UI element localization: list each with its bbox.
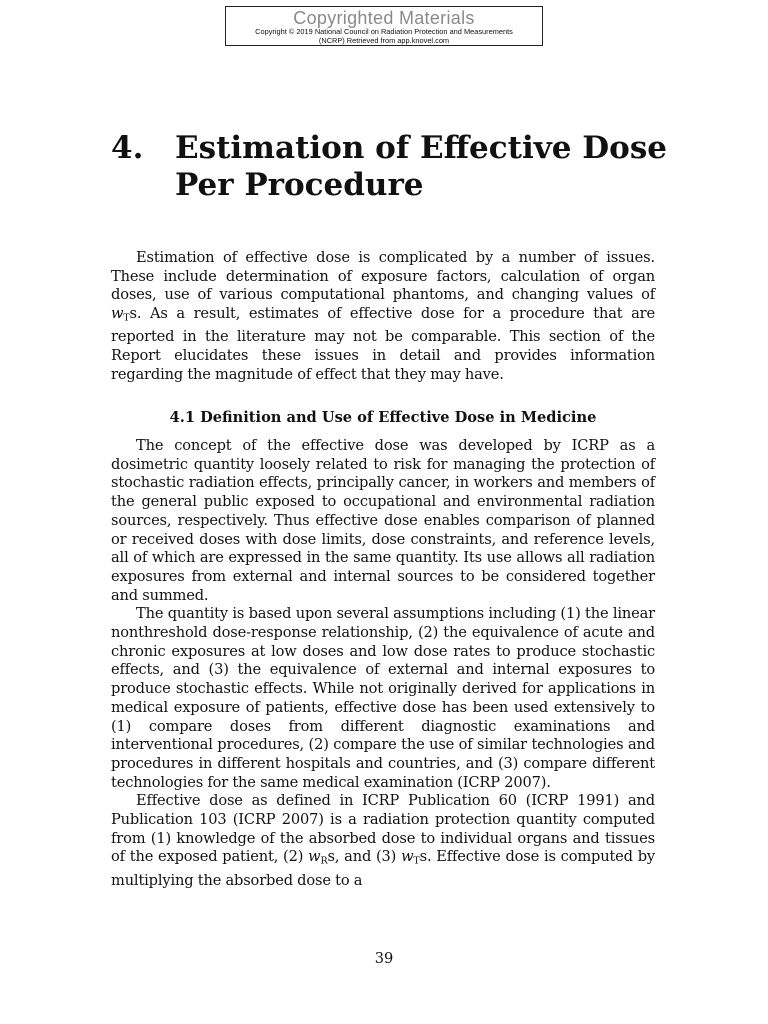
intro-text <box>111 249 655 384</box>
subscript-r: R <box>320 855 328 867</box>
watermark-source-line: (NCRP) Retrieved from app.knovel.com <box>318 35 450 45</box>
subscript-t: T <box>413 855 420 867</box>
section-paragraph-3 <box>111 792 655 890</box>
watermark-title: Copyrighted Materials <box>293 8 475 28</box>
section-paragraph-1: The concept of the effective dose was developed by ICRP as a dosimetric quantity loosely related to risk for managing the protection of stochastic radiation effects, principally cancer, in workers and members of the general public exposed to occupational and environmental radiation sources, respectively. Thus effective dose enables comparison of planned or received doses with dose limits, dose constraints, and reference levels, all of which are expressed in the same quantity. Its use allows all radiation exposures from external and internal sources to be considered together and summed. <box>111 437 655 604</box>
intro-paragraph <box>111 249 655 384</box>
variable-w: w <box>401 848 414 866</box>
watermark-copyright-line: Copyright © 2019 National Council on Radiation Protection and Measurements <box>255 27 513 36</box>
variable-w: w <box>111 305 124 323</box>
subscript-t: T <box>123 312 130 324</box>
variable-w: w <box>308 848 321 866</box>
paragraph-text-part: s. Effective dose is computed by multiplying the absorbed dose to a <box>111 848 655 889</box>
section-paragraph-2: The quantity is based upon several assumptions including (1) the linear nonthreshold dose-response relationship, (2) the equivalence of acute and chronic exposures at low doses and low dose rates to produce stochastic effects, and (3) the equivalence of external and internal exposures to produce stochastic effects. While not originally derived for applications in medical exposure of patients, effective dose has been used extensively to (1) compare doses from different diagnostic examinations and interventional procedures, (2) compare the use of similar technologies and procedures in different hospitals and countries, and (3) compare different technologies for the same medical examination (ICRP 2007). <box>111 605 655 791</box>
chapter-number: 4. <box>111 130 144 166</box>
section-body <box>111 437 655 890</box>
chapter-title-text: Estimation of Effective Dose Per Procedure <box>175 130 668 203</box>
intro-text-part: Estimation of effective dose is complicated by a number of issues. These include determination of exposure factors, calculation of organ doses, use of various computational phantoms, and changing values of <box>111 249 655 304</box>
intro-text-part: s. As a result, estimates of effective dose for a procedure that are reported in the literature may not be comparable. This section of the Report elucidates these issues in detail and provides information regarding the magnitude of effect that they may have. <box>111 305 655 383</box>
paragraph-text-part: s, and (3) <box>327 848 402 866</box>
copyright-watermark <box>225 6 543 46</box>
paragraph-text-part: Effective dose as defined in ICRP Publication 60 (ICRP 1991) and Publication 103 (ICRP 2007) is a radiation protection quantity computed from (1) knowledge of the absorbed dose to individual organs and tissues of the exposed patient, (2) <box>111 792 655 866</box>
page-number: 39 <box>374 950 394 967</box>
chapter-title <box>111 130 671 204</box>
section-heading: 4.1 Definition and Use of Effective Dose in Medicine <box>169 409 597 426</box>
